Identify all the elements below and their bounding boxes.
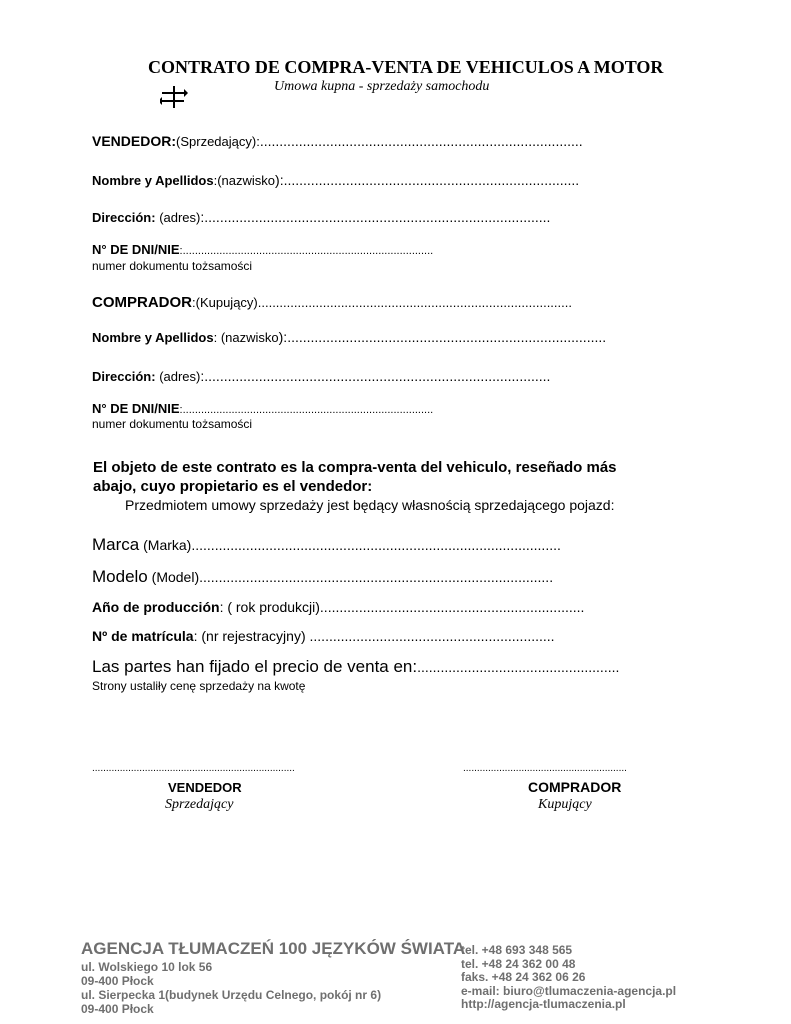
- precio-pl: Strony ustaliły cenę sprzedaży na kwotę: [92, 679, 306, 693]
- buyer-dni-line: [92, 401, 433, 416]
- seller-heading: VENDEDOR:: [92, 133, 177, 149]
- buyer-name-line: [92, 329, 606, 345]
- marca-dots: ...............................................................................................: [191, 537, 561, 553]
- buyer-heading: COMPRADOR: [92, 294, 192, 311]
- buyer-heading-line: [92, 294, 572, 311]
- seller-address-line: [92, 209, 550, 225]
- seller-heading-dots: ...................................................................................: [259, 133, 583, 149]
- document-subtitle: Umowa kupna - sprzedaży samochodu: [274, 79, 490, 94]
- seller-address-dots: :.........................................................................................: [200, 209, 551, 225]
- precio-label: Las partes han fijado el precio de venta en:: [92, 657, 418, 676]
- buyer-address-label: Dirección:: [92, 369, 156, 384]
- precio-line: [92, 657, 619, 677]
- seller-dni-label: N° DE DNI/NIE: [92, 242, 180, 257]
- marca-line: [92, 535, 561, 555]
- buyer-address-line: [92, 368, 550, 384]
- marca-label: Marca: [92, 535, 140, 554]
- footer-email: e-mail: biuro@tlumaczenia-agencja.pl: [461, 983, 677, 998]
- seller-dni-line: [92, 242, 433, 257]
- document-title: CONTRATO DE COMPRA-VENTA DE VEHICULOS A MOTOR: [148, 57, 664, 77]
- buyer-signature-label: COMPRADOR: [528, 779, 622, 795]
- exchange-arrows-icon: [160, 84, 188, 110]
- seller-signature-label: VENDEDOR: [168, 780, 242, 795]
- anio-label-pl: : ( rok produkcji): [219, 599, 320, 615]
- seller-name-dots: ):............................................................................: [275, 172, 580, 188]
- anio-label: Año de producción: [92, 599, 220, 615]
- object-line-pl: Przedmiotem umowy sprzedaży jest będący własnością sprzedającego pojazd:: [125, 497, 615, 513]
- buyer-signature-line: ...........................................................: [463, 763, 627, 774]
- footer-tel-2: tel. +48 24 362 00 48: [461, 956, 576, 971]
- object-line-1: El objeto de este contrato es la compra-venta del vehiculo, reseñado más: [93, 459, 617, 476]
- marca-label-pl: (Marka): [139, 537, 192, 553]
- buyer-dni-label: N° DE DNI/NIE: [92, 401, 180, 416]
- anio-dots: ....................................................................: [319, 599, 585, 615]
- buyer-signature-label-pl: Kupujący: [538, 797, 592, 812]
- buyer-heading-pl: :(Kupujący): [192, 295, 258, 310]
- footer-agency-name: AGENCJA TŁUMACZEŃ 100 JĘZYKÓW ŚWIATA: [81, 939, 466, 958]
- buyer-dni-sub: numer dokumentu tożsamości: [92, 417, 253, 431]
- matricula-label: Nº de matrícula: [92, 628, 194, 644]
- anio-line: [92, 599, 584, 615]
- footer-address-3: ul. Sierpecka 1(budynek Urzędu Celnego, pokój nr 6): [81, 988, 382, 1002]
- footer-address-block: [81, 960, 381, 1016]
- seller-address-label-pl: (adres): [155, 210, 201, 225]
- matricula-line: [92, 628, 555, 644]
- buyer-address-label-pl: (adres): [155, 369, 201, 384]
- buyer-address-dots: :.........................................................................................: [200, 368, 551, 384]
- seller-signature-label-pl: Sprzedający: [165, 797, 234, 812]
- footer-address-2: 09-400 Płock: [81, 974, 154, 988]
- modelo-label: Modelo: [92, 567, 148, 586]
- buyer-name-dots: ):..................................................................................: [278, 329, 607, 345]
- seller-name-line: [92, 172, 579, 188]
- buyer-name-label: Nombre y Apellidos: [92, 330, 214, 345]
- footer-contact-block: [461, 944, 676, 1012]
- buyer-heading-dots: .......................................................................................: [257, 295, 572, 310]
- object-line-2: abajo, cuyo propietario es el vendedor:: [93, 478, 373, 495]
- footer-fax: faks. +48 24 362 06 26: [461, 970, 586, 984]
- matricula-label-pl: : (nr rejestracyjny): [193, 628, 310, 644]
- seller-heading-pl: (Sprzedający):: [176, 134, 260, 149]
- matricula-dots: ...............................................................: [309, 628, 555, 644]
- seller-dni-dots: :..................................................................................: [179, 245, 434, 257]
- footer-address-1: ul. Wolskiego 10 lok 56: [81, 960, 213, 974]
- seller-heading-line: [92, 133, 583, 149]
- footer-tel-1: tel. +48 693 348 565: [461, 943, 573, 957]
- seller-name-label-pl: :(nazwisko: [213, 173, 276, 188]
- seller-name-label: Nombre y Apellidos: [92, 173, 214, 188]
- buyer-name-label-pl: : (nazwisko: [213, 330, 279, 345]
- modelo-label-pl: (Model): [147, 569, 200, 585]
- seller-dni-sub: numer dokumentu tożsamości: [92, 259, 253, 273]
- modelo-line: [92, 567, 553, 587]
- seller-address-label: Dirección:: [92, 210, 156, 225]
- footer-address-4: 09-400 Płock: [81, 1002, 154, 1016]
- buyer-dni-dots: :..................................................................................: [179, 404, 434, 416]
- modelo-dots: ...........................................................................................: [199, 569, 554, 585]
- seller-signature-line: .........................................................................: [92, 763, 295, 774]
- precio-dots: ....................................................: [417, 659, 620, 675]
- footer-website: http://agencja-tlumaczenia.pl: [461, 997, 626, 1011]
